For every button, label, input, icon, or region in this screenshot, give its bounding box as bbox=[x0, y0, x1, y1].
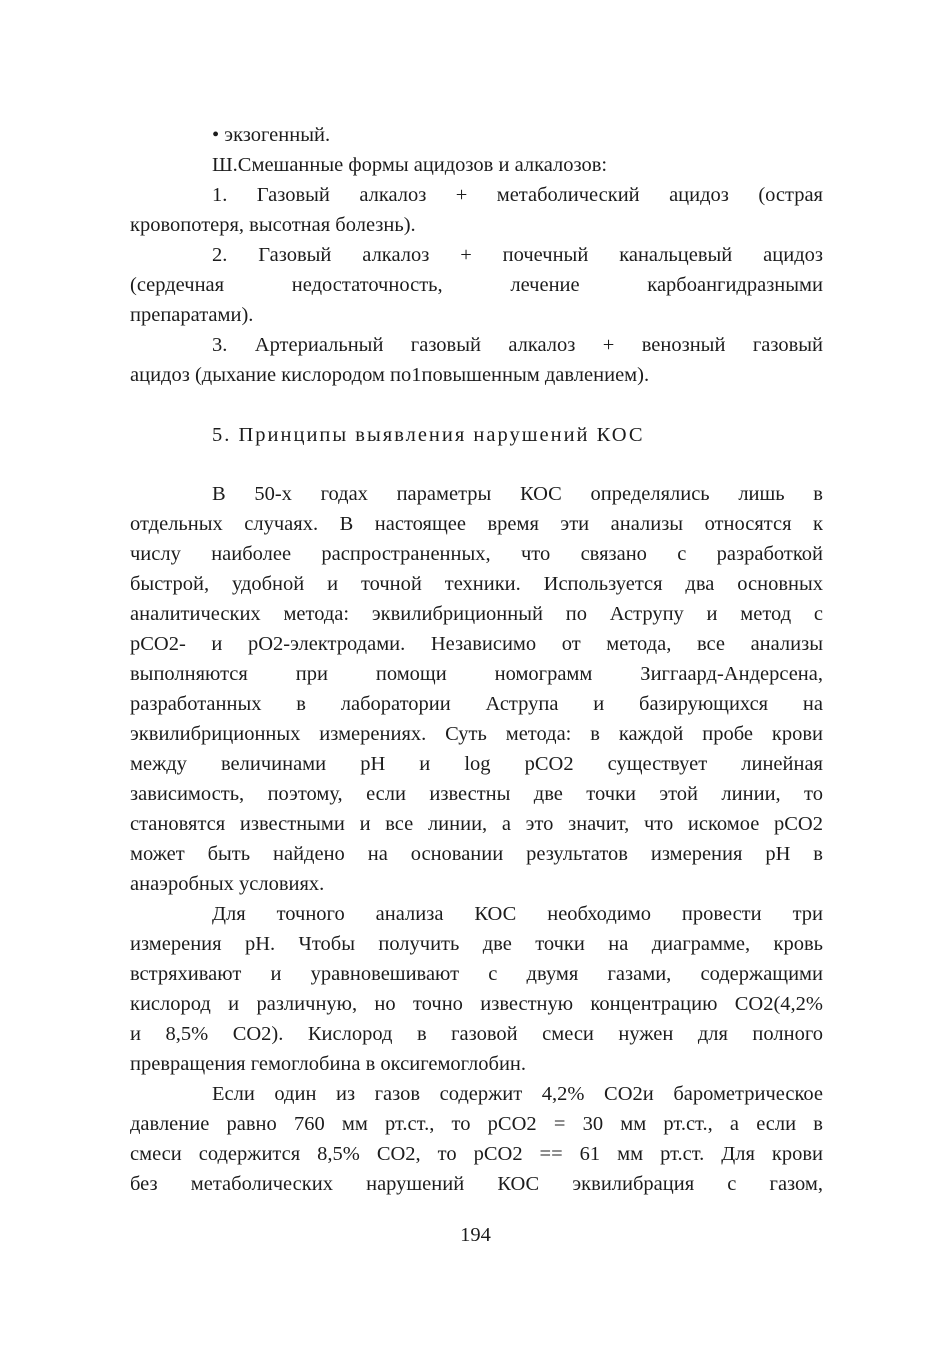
paragraph-2 bbox=[130, 899, 823, 1079]
list-item-1: 1. Газовый алкалоз + метаболический ацидоз (острая bbox=[212, 184, 823, 206]
list-item-1-cont: кровопотеря, высотная болезнь). bbox=[130, 214, 416, 236]
paragraph-line: рСО2- и рО2-электродами. Независимо от метода, все анализы bbox=[130, 633, 823, 655]
paragraph-line: смеси содержится 8,5% СО2, то рСО2 == 61 мм рт.ст. Для крови bbox=[130, 1143, 823, 1165]
paragraph-line: может быть найдено на основании результатов измерения рН в bbox=[130, 843, 823, 865]
paragraph-line: между величинами рН и log рСО2 существует линейная bbox=[130, 753, 823, 775]
section-title: 5. Принципы выявления нарушений КОС bbox=[212, 424, 645, 446]
paragraph-1 bbox=[130, 479, 823, 899]
page-number: 194 bbox=[460, 1224, 491, 1246]
list-item-2: 2. Газовый алкалоз + почечный канальцевый ацидоз bbox=[212, 244, 823, 266]
paragraph-line: анаэробных условиях. bbox=[130, 873, 325, 895]
paragraph-line: измерения рН. Чтобы получить две точки на диаграмме, кровь bbox=[130, 933, 823, 955]
paragraph-line: превращения гемоглобина в оксигемоглобин. bbox=[130, 1053, 527, 1075]
paragraph-3 bbox=[130, 1079, 823, 1199]
paragraph-line: быстрой, удобной и точной техники. Используется два основных bbox=[130, 573, 823, 595]
spacer bbox=[130, 450, 823, 479]
paragraph-line: разработанных в лаборатории Аструпа и базирующихся на bbox=[130, 693, 823, 715]
section-heading-mixed-forms: Ш.Смешанные формы ацидозов и алкалозов: bbox=[212, 154, 608, 176]
paragraph-line: Для точного анализа КОС необходимо провести три bbox=[212, 903, 823, 925]
paragraph-line: без метаболических нарушений КОС эквилибрация с газом, bbox=[130, 1173, 823, 1195]
paragraph-line: В 50-х годах параметры КОС определялись лишь в bbox=[212, 483, 823, 505]
paragraph-line: и 8,5% СО2). Кислород в газовой смеси нужен для полного bbox=[130, 1023, 823, 1045]
spacer bbox=[130, 390, 823, 420]
paragraph-line: эквилибриционных измерениях. Суть метода: в каждой пробе крови bbox=[130, 723, 823, 745]
list-item-exogenous: • экзогенный. bbox=[212, 124, 331, 146]
paragraph-line: зависимость, поэтому, если известны две точки этой линии, то bbox=[130, 783, 823, 805]
document-page bbox=[130, 120, 823, 1199]
list-item-2-cont: (сердечная недостаточность, лечение карбоангидразными bbox=[130, 274, 823, 296]
list-item-3: 3. Артериальный газовый алкалоз + венозный газовый bbox=[212, 334, 823, 356]
list-item-3-cont: ацидоз (дыхание кислородом по1повышенным давлением). bbox=[130, 364, 650, 386]
paragraph-line: кислород и различную, но точно известную концентрацию СО2(4,2% bbox=[130, 993, 823, 1015]
list-item-2-cont-end: препаратами). bbox=[130, 304, 254, 326]
paragraph-line: становятся известными и все линии, а это значит, что искомое рСО2 bbox=[130, 813, 823, 835]
paragraph-line: числу наиболее распространенных, что связано с разработкой bbox=[130, 543, 823, 565]
paragraph-line: встряхивают и уравновешивают с двумя газами, содержащими bbox=[130, 963, 823, 985]
paragraph-line: давление равно 760 мм рт.ст., то рСО2 = 30 мм рт.ст., а если в bbox=[130, 1113, 823, 1135]
paragraph-line: аналитических метода: эквилибриционный по Аструпу и метод с bbox=[130, 603, 823, 625]
paragraph-line: Если один из газов содержит 4,2% СО2и барометрическое bbox=[212, 1083, 823, 1105]
paragraph-line: отдельных случаях. В настоящее время эти анализы относятся к bbox=[130, 513, 823, 535]
paragraph-line: выполняются при помощи номограмм Зиггаард-Андерсена, bbox=[130, 663, 823, 685]
